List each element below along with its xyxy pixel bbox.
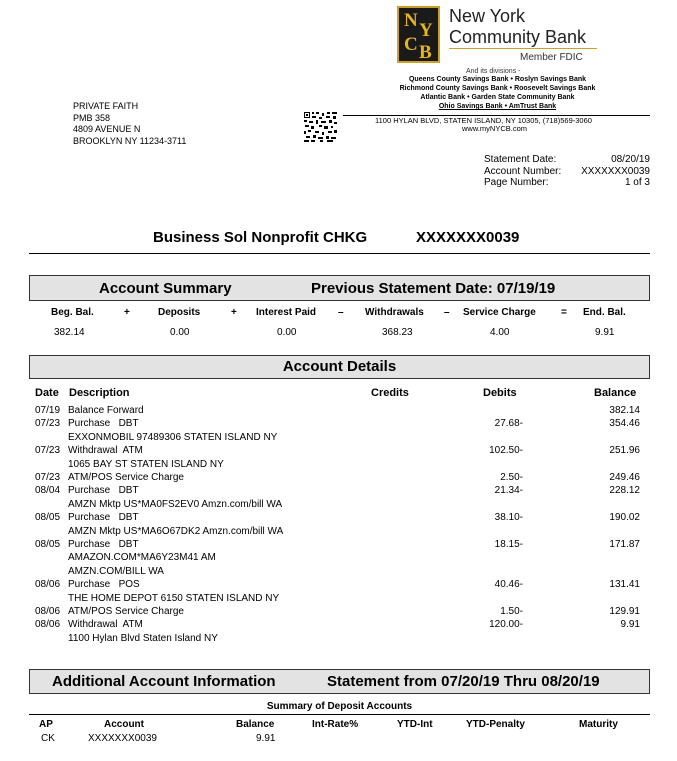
transaction-date: 08/06 bbox=[35, 579, 61, 591]
transaction-debit: 2.50- bbox=[500, 472, 523, 483]
details-header-date: Date bbox=[35, 387, 59, 399]
transaction-balance: 171.87 bbox=[609, 539, 640, 550]
transaction-date: 08/04 bbox=[35, 485, 61, 497]
transaction-debit: 40.46- bbox=[494, 579, 523, 591]
transaction-description: Withdrawal ATM bbox=[68, 619, 143, 631]
withdrawals-value: 368.23 bbox=[382, 327, 413, 338]
transaction-debit: 102.50- bbox=[489, 445, 523, 457]
summary-header: Beg. Bal. bbox=[51, 307, 94, 318]
transaction-debit: 18.15- bbox=[494, 539, 523, 550]
divisions-list bbox=[380, 75, 615, 111]
previous-statement-date: Previous Statement Date: 07/19/19 bbox=[311, 280, 556, 297]
account-number-row: Account Number: XXXXXXX0039 bbox=[484, 165, 650, 177]
transaction-date: 07/23 bbox=[35, 418, 61, 430]
deposit-balance-value: 9.91 bbox=[256, 733, 276, 744]
transaction-description: Purchase DBT bbox=[68, 485, 139, 497]
division-line: Richmond County Savings Bank • Roosevelt Savings Bank bbox=[399, 85, 596, 92]
transaction-description: AMAZON.COM*MA6Y23M41 AM bbox=[68, 552, 216, 564]
deposit-header-maturity: Maturity bbox=[579, 719, 618, 730]
service-charge-value: 4.00 bbox=[490, 327, 510, 338]
deposits-value: 0.00 bbox=[170, 327, 190, 338]
bank-name bbox=[449, 6, 586, 48]
transaction-balance: 354.46 bbox=[609, 418, 640, 430]
summary-header: Interest Paid bbox=[256, 307, 317, 318]
transaction-description: 1100 Hylan Blvd Staten Island NY bbox=[68, 632, 218, 644]
address-line: PRIVATE FAITH bbox=[73, 101, 139, 111]
transaction-balance: 251.96 bbox=[609, 445, 640, 457]
statement-info bbox=[484, 154, 650, 189]
title-rule bbox=[29, 253, 650, 254]
customer-address bbox=[73, 101, 186, 147]
deposit-header-ytd-penalty: YTD-Penalty bbox=[466, 719, 525, 730]
deposit-ap-value: CK bbox=[41, 733, 55, 744]
transaction-date: 08/06 bbox=[35, 606, 61, 617]
deposit-account-value: XXXXXXX0039 bbox=[88, 733, 157, 744]
details-header-debits: Debits bbox=[483, 387, 517, 399]
title-account-number: XXXXXXX0039 bbox=[416, 229, 520, 246]
transaction-date: 08/06 bbox=[35, 619, 61, 631]
transaction-debit: 38.10- bbox=[494, 512, 523, 524]
transaction-date: 08/05 bbox=[35, 539, 61, 550]
page-number-row: Page Number: 1 of 3 bbox=[484, 177, 650, 188]
address-line: PMB 358 bbox=[73, 112, 111, 123]
member-fdic: Member FDIC bbox=[520, 52, 583, 63]
transaction-description: ATM/POS Service Charge bbox=[68, 606, 184, 617]
summary-header: End. Bal. bbox=[583, 307, 626, 318]
summary-operator: + bbox=[124, 307, 130, 318]
bank-website: www.myNYCB.com bbox=[462, 124, 528, 133]
address-line: 4809 AVENUE N bbox=[73, 124, 141, 134]
summary-header: Withdrawals bbox=[365, 307, 424, 318]
beg-bal-value: 382.14 bbox=[54, 327, 85, 338]
transaction-debit: 21.34- bbox=[494, 485, 523, 497]
logo-letter-b: B bbox=[419, 42, 432, 63]
logo-letter-n: N bbox=[404, 10, 418, 31]
account-details-heading: Account Details bbox=[282, 358, 397, 375]
deposit-summary-rule bbox=[29, 714, 650, 715]
transaction-date: 07/19 bbox=[35, 405, 61, 416]
deposit-header-ap: AP bbox=[39, 719, 53, 730]
deposit-header-balance: Balance bbox=[236, 719, 275, 730]
transaction-balance: 190.02 bbox=[609, 512, 640, 524]
transaction-description: AMZN.COM/BILL WA bbox=[68, 565, 164, 577]
bank-name-underline bbox=[449, 48, 597, 49]
division-line: Atlantic Bank • Garden State Community Bank bbox=[420, 94, 575, 101]
product-title: Business Sol Nonprofit CHKG bbox=[153, 229, 368, 246]
transaction-balance: 228.12 bbox=[609, 485, 640, 497]
nycb-logo bbox=[397, 6, 440, 63]
account-summary-bar bbox=[29, 275, 650, 301]
summary-header: Service Charge bbox=[463, 307, 536, 318]
deposit-header-int-rate: Int-Rate% bbox=[312, 719, 359, 730]
deposit-summary-title: Summary of Deposit Accounts bbox=[266, 701, 413, 712]
account-details-bar bbox=[29, 355, 650, 379]
division-line: Queens County Savings Bank • Roslyn Savings Bank bbox=[408, 76, 587, 83]
additional-info-bar bbox=[29, 669, 650, 694]
division-line: Ohio Savings Bank • AmTrust Bank bbox=[438, 103, 557, 110]
interest-paid-value: 0.00 bbox=[277, 327, 297, 338]
transaction-balance: 249.46 bbox=[609, 472, 640, 483]
transaction-date: 07/23 bbox=[35, 445, 61, 457]
transaction-description: AMZN Mktp US*MA6O67DK2 Amzn.com/bill WA bbox=[68, 525, 284, 537]
transaction-description: Purchase POS bbox=[68, 579, 140, 591]
logo-letter-y: Y bbox=[419, 20, 433, 41]
transaction-description: Purchase DBT bbox=[68, 512, 139, 524]
transaction-description: 1065 BAY ST STATEN ISLAND NY bbox=[68, 458, 224, 470]
summary-operator: = bbox=[561, 307, 567, 318]
additional-info-heading: Additional Account Information bbox=[52, 673, 276, 690]
deposit-header-ytd-int: YTD-Int bbox=[397, 719, 433, 730]
qr-code bbox=[303, 111, 338, 143]
bank-address: 1100 HYLAN BLVD, STATEN ISLAND, NY 10305, (718)569-3060 bbox=[375, 116, 592, 125]
transaction-description: Balance Forward bbox=[68, 405, 144, 416]
bank-name-line2: Community Bank bbox=[449, 27, 587, 47]
deposit-header-account: Account bbox=[104, 719, 144, 730]
summary-operator: – bbox=[338, 307, 344, 318]
transaction-description: EXXONMOBIL 97489306 STATEN ISLAND NY bbox=[68, 431, 278, 443]
transaction-description: Purchase DBT bbox=[68, 418, 139, 430]
transaction-balance: 129.91 bbox=[609, 606, 640, 617]
details-header-description: Description bbox=[69, 387, 130, 399]
statement-range: Statement from 07/20/19 Thru 08/20/19 bbox=[327, 673, 600, 690]
transaction-debit: 1.50- bbox=[500, 606, 523, 617]
statement-date-row: Statement Date: 08/20/19 bbox=[484, 154, 650, 165]
logo-letter-c: C bbox=[404, 34, 418, 55]
transaction-balance: 131.41 bbox=[609, 579, 640, 591]
details-header-balance: Balance bbox=[594, 387, 637, 399]
transaction-date: 07/23 bbox=[35, 472, 61, 483]
summary-header: Deposits bbox=[158, 307, 201, 318]
transaction-date: 08/05 bbox=[35, 512, 61, 524]
address-line: BROOKLYN NY 11234-3711 bbox=[73, 135, 187, 146]
transaction-description: Withdrawal ATM bbox=[68, 445, 143, 457]
transaction-description: THE HOME DEPOT 6150 STATEN ISLAND NY bbox=[68, 592, 280, 604]
summary-operator: – bbox=[444, 307, 450, 318]
transaction-debit: 120.00- bbox=[489, 619, 523, 631]
transaction-description: ATM/POS Service Charge bbox=[68, 472, 184, 483]
summary-operator: + bbox=[231, 307, 237, 318]
bank-name-line1: New York bbox=[449, 6, 526, 26]
transaction-debit: 27.68- bbox=[494, 418, 523, 430]
transaction-balance: 382.14 bbox=[609, 405, 640, 416]
details-header-credits: Credits bbox=[371, 387, 409, 399]
transaction-balance: 9.91 bbox=[620, 619, 640, 631]
transaction-description: Purchase DBT bbox=[68, 539, 139, 550]
end-bal-value: 9.91 bbox=[595, 327, 615, 338]
transaction-description: AMZN Mktp US*MA0FS2EV0 Amzn.com/bill WA bbox=[68, 498, 283, 510]
divisions-header: And its divisions - bbox=[466, 68, 521, 75]
account-summary-heading: Account Summary bbox=[99, 280, 232, 297]
